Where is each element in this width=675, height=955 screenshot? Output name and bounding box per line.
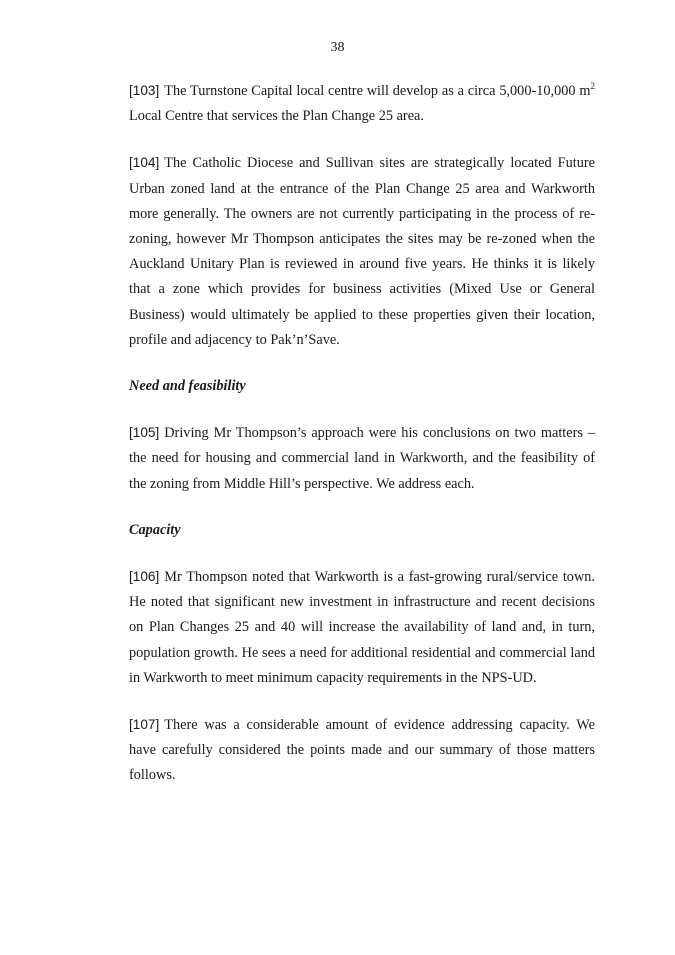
paragraph-text: Local Centre that services the Plan Change 25 area.	[129, 108, 424, 125]
paragraph-107	[129, 712, 595, 789]
superscript: 2	[590, 81, 595, 92]
paragraph-text: The Turnstone Capital local centre will develop as a circa 5,000-10,000 m	[164, 83, 591, 99]
paragraph-number: [106]	[129, 569, 160, 585]
paragraph-103	[129, 78, 595, 129]
section-heading-capacity: Capacity	[129, 521, 181, 538]
paragraph-number: [105]	[129, 425, 160, 441]
paragraph-text: Driving Mr Thompson’s approach were his conclusions on two matters – the need for housing and commercial land in Warkworth, and the feasibility of the zoning from Middle Hill’s perspective. We address each.	[129, 425, 595, 492]
paragraph-text: There was a considerable amount of evidence addressing capacity. We have carefully considered the points made and our summary of those matters follows.	[129, 717, 595, 784]
section-heading-need-feasibility: Need and feasibility	[129, 378, 246, 395]
paragraph-number: [103]	[129, 83, 160, 98]
page-content	[129, 78, 595, 810]
paragraph-104	[129, 150, 595, 353]
paragraph-106	[129, 564, 595, 691]
paragraph-text: Mr Thompson noted that Warkworth is a fast-growing rural/service town. He noted that significant new investment in infrastructure and recent decisions on Plan Changes 25 and 40 will increase the availability of land and, in turn, population growth. He sees a need for additional residential and commercial land in Warkworth to meet minimum capacity requirements in the NPS-UD.	[129, 569, 595, 686]
paragraph-text: The Catholic Diocese and Sullivan sites are strategically located Future Urban zoned land at the entrance of the Plan Change 25 area and Warkworth more generally. The owners are not currently participating in the process of re-zoning, however Mr Thompson anticipates the sites may be re-zoned when the Auckland Unitary Plan is reviewed in around five years. He thinks it is likely that a zone which provides for business activities (Mixed Use or General Business) would ultimately be applied to these properties given their location, profile and adjacency to Pak’n’Save.	[129, 155, 595, 348]
paragraph-number: [107]	[129, 717, 160, 733]
paragraph-105	[129, 420, 595, 497]
page-number: 38	[330, 40, 345, 55]
paragraph-number: [104]	[129, 155, 160, 171]
